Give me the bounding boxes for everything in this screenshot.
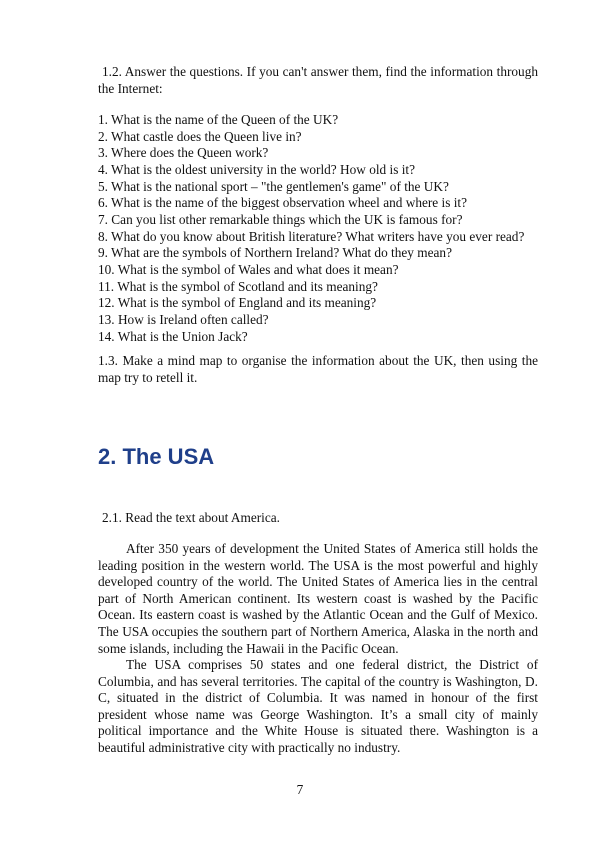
body-paragraph: After 350 years of development the United States of America still holds the leading position in the western world. The USA is the most powerful and highly developed country of the world. The United States of America lies in the central part of North American continent. Its western coast is washed by the Pacific Ocean. Its eastern coast is washed by the Atlantic Ocean and the Gulf of Mexico. The USA occupies the southern part of Northern America, Alaska in the north and some islands, including the Hawaii in the Pacific Ocean. [98, 541, 538, 656]
question-item: 6. What is the name of the biggest observation wheel and where is it? [98, 195, 468, 211]
task-2-1-instruction: 2.1. Read the text about America. [102, 510, 280, 525]
task-1-3-instruction: 1.3. Make a mind map to organise the information about the UK, then using the map try to retell it. [98, 353, 538, 385]
question-item: 5. What is the national sport – "the gentlemen's game" of the UK? [98, 178, 449, 194]
question-item: 14. What is the Union Jack? [98, 328, 248, 344]
question-item: 4. What is the oldest university in the world? How old is it? [98, 161, 415, 177]
question-item: 12. What is the symbol of England and its meaning? [98, 295, 377, 311]
body-paragraph: The USA comprises 50 states and one federal district, the District of Columbia, and has several territories. The capital of the country is Washington, D. C, situated in the district of Columbia. It was named in honour of the first president whose name was George Washington. It’s a small city of mainly political importance and the White House is situated there. Washington is a beautiful administrative city with practically no industry. [98, 657, 538, 755]
question-item: 8. What do you know about British literature? What writers have you ever read? [98, 228, 525, 244]
question-item: 11. What is the symbol of Scotland and its meaning? [98, 278, 378, 294]
question-item: 13. How is Ireland often called? [98, 311, 269, 327]
question-item: 9. What are the symbols of Northern Ireland? What do they mean? [98, 245, 452, 261]
task-1-2-instruction: 1.2. Answer the questions. If you can't answer them, find the information through the Internet: [98, 64, 538, 96]
question-item: 3. Where does the Queen work? [98, 145, 269, 161]
question-item: 7. Can you list other remarkable things which the UK is famous for? [98, 211, 463, 227]
section-heading: 2. The USA [98, 444, 215, 469]
page-number: 7 [296, 782, 304, 797]
question-item: 2. What castle does the Queen live in? [98, 128, 302, 144]
question-item: 1. What is the name of the Queen of the UK? [98, 112, 339, 127]
question-item: 10. What is the symbol of Wales and what does it mean? [98, 261, 399, 277]
question-list [98, 112, 548, 345]
